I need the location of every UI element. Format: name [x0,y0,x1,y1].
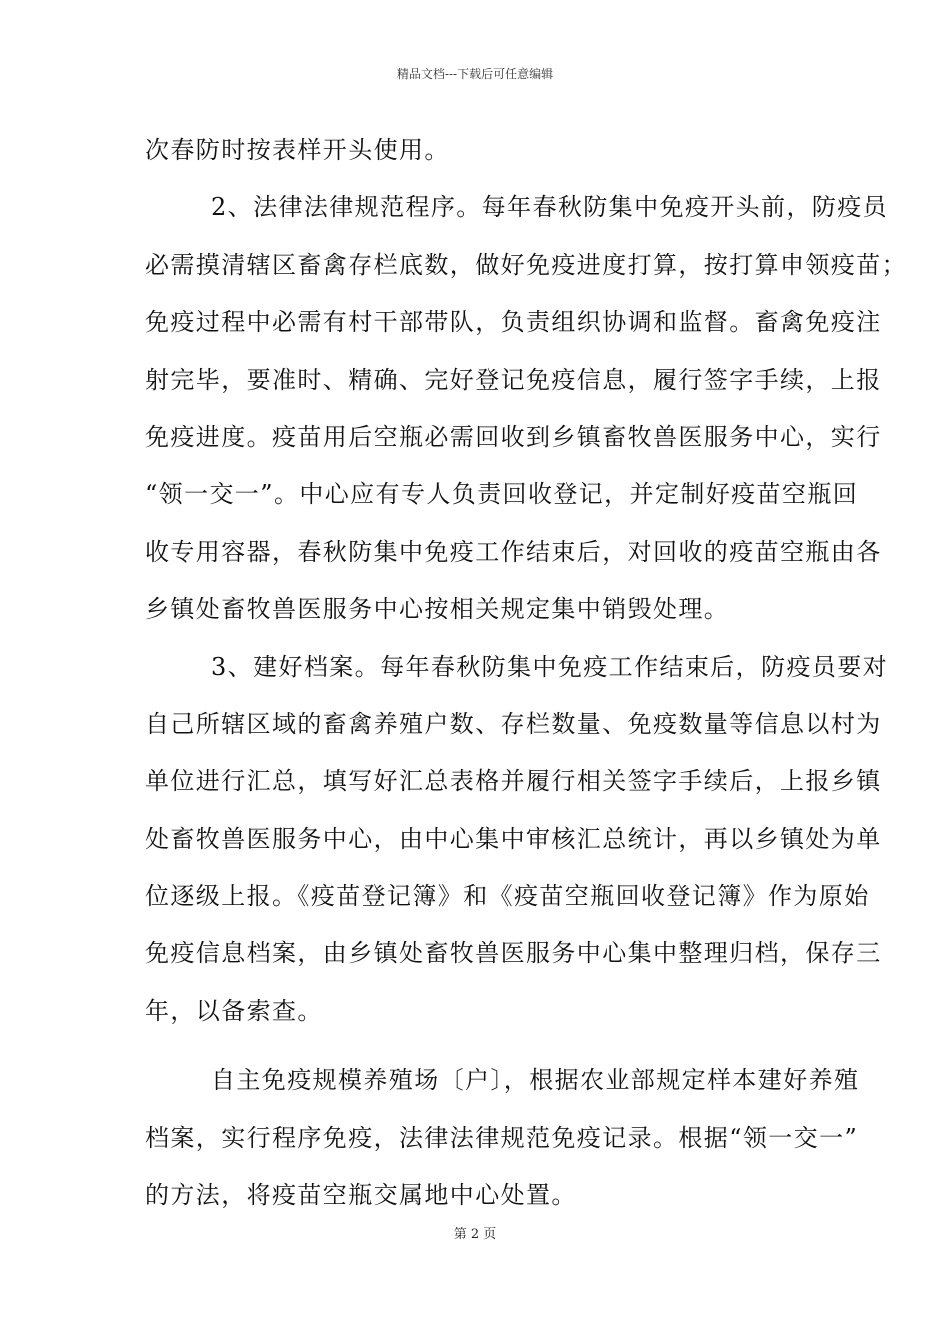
text-line: 免疫过程中必需有村干部带队，负责组织协调和监督。畜禽免疫注 [145,308,882,337]
text-line: 自己所辖区域的畜禽养殖户数、存栏数量、免疫数量等信息以村为 [145,709,882,738]
paragraph-procedure [145,183,907,642]
page-header: 精品文档---下载后可任意编辑 [396,67,554,81]
text-line: 3、建好档案。每年春秋防集中免疫工作结束后，防疫员要对 [211,652,889,681]
text-line: 免疫进度。疫苗用后空瓶必需回收到乡镇畜牧兽医服务中心，实行 [145,422,882,451]
paragraph-gap [145,1044,817,1056]
text-line: 免疫信息档案，由乡镇处畜牧兽医服务中心集中整理归档，保存三 [145,939,882,968]
paragraph-self-immunization [145,1056,860,1228]
text-line: 单位进行汇总，填写好汇总表格并履行相关签字手续后，上报乡镇 [145,767,882,796]
text-line: 位逐级上报。《疫苗登记簿》和《疫苗空瓶回收登记簿》作为原始 [145,882,870,911]
paragraph-archive [145,643,889,1045]
text-line: 收专用容器，春秋防集中免疫工作结束后，对回收的疫苗空瓶由各 [145,537,882,566]
text-line: 射完毕，要准时、精确、完好登记免疫信息，履行签字手续，上报 [145,365,882,394]
text-line: 处畜牧兽医服务中心，由中心集中审核汇总统计，再以乡镇处为单 [145,824,882,853]
text-line: 的方法，将疫苗空瓶交属地中心处置。 [145,1181,577,1210]
text-line: 2、法律法律规范程序。每年春秋防集中免疫开头前，防疫员 [211,193,889,222]
text-line: 必需摸清辖区畜禽存栏底数，做好免疫进度打算，按打算申领疫苗； [145,250,907,279]
text-line: “领一交一”。中心应有专人负责回收登记，并定制好疫苗空瓶回 [145,480,859,509]
text-line: 乡镇处畜牧兽医服务中心按相关规定集中销毁处理。 [145,595,730,624]
paragraph-continuation [145,126,817,183]
page-number: 第 2 页 [453,1227,497,1242]
text-line: 次春防时按表样开头使用。 [145,136,450,164]
document-body [145,126,907,1228]
text-line: 年，以备索查。 [145,996,323,1025]
text-line: 自主免疫规模养殖场〔户〕，根据农业部规定样本建好养殖 [211,1066,860,1095]
text-line: 档案，实行程序免疫，法律法律规范免疫记录。根据“领一交一” [145,1123,859,1152]
